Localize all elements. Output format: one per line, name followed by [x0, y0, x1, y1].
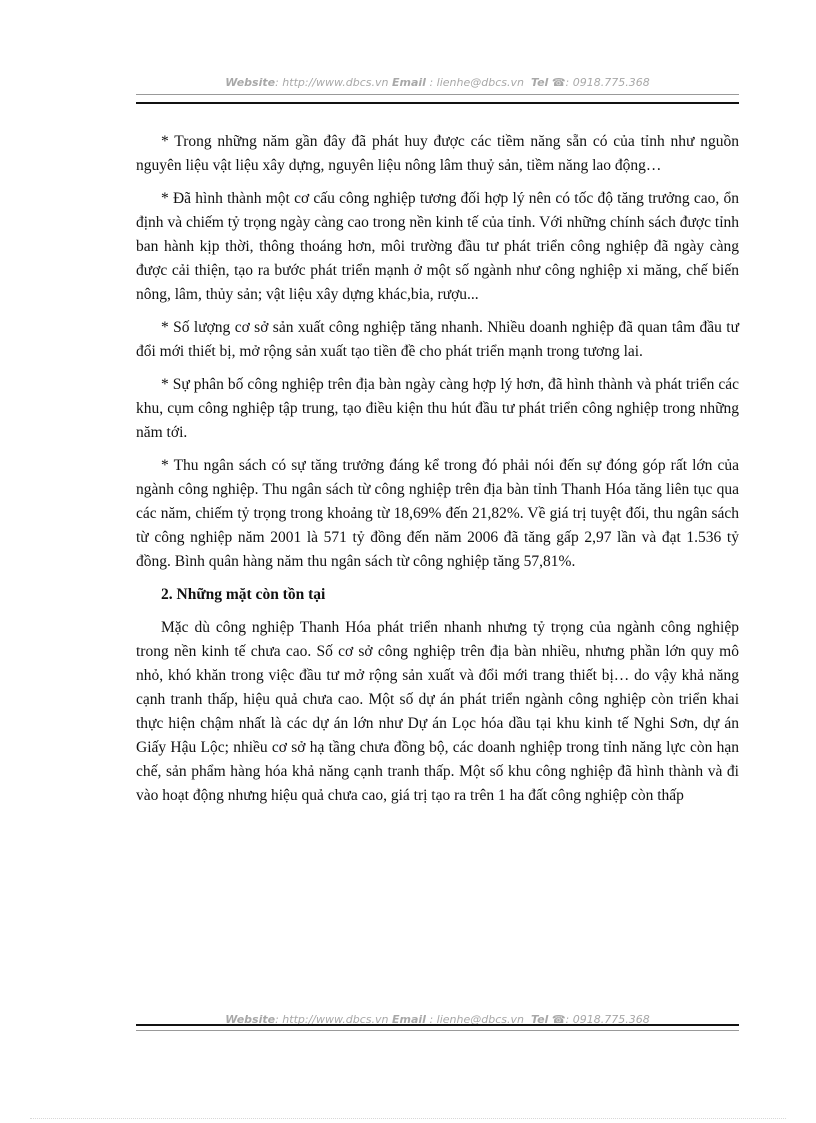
footer-website-url[interactable]: : http://www.dbcs.vn: [275, 1013, 389, 1026]
footer-email-label: Email: [392, 1013, 426, 1026]
paragraph: * Trong những năm gần đây đã phát huy được các tiềm năng sẵn có của tỉnh như nguồn nguyên liệu vật liệu xây dựng, nguyên liệu nông lâm thuỷ sản, tiềm năng lao động…: [136, 133, 739, 174]
footer-website-label: Website: [225, 1013, 276, 1026]
phone-icon: ☎: [551, 76, 566, 89]
header-tel-label: Tel: [530, 76, 549, 89]
footer-tel-label: Tel: [530, 1013, 549, 1026]
header-website-url[interactable]: : http://www.dbcs.vn: [275, 76, 389, 89]
footer-tel-value: : 0918.775.368: [565, 1013, 650, 1026]
footer-rule-thick: [136, 1024, 739, 1026]
header-tel-value: : 0918.775.368: [565, 76, 650, 89]
section-heading: 2. Những mặt còn tồn tại: [161, 586, 326, 603]
paragraph: Mặc dù công nghiệp Thanh Hóa phát triển nhanh nhưng tỷ trọng của ngành công nghiệp trong nền kinh tế chưa cao. Số cơ sở công nghiệp trên địa bàn nhiều, nhưng phần lớn quy mô nhỏ, khó khăn trong việc đầu tư mở rộng sản xuất và đổi mới trang thiết bị… do vậy khả năng cạnh tranh thấp, hiệu quả chưa cao. Một số dự án phát triển ngành công nghiệp còn triển khai thực hiện chậm nhất là các dự án lớn như Dự án Lọc hóa dầu tại khu kinh tế Nghi Sơn, dự án Giấy Hậu Lộc; nhiều cơ sở hạ tầng chưa đồng bộ, các doanh nghiệp trong tỉnh năng lực còn hạn chế, sản phẩm hàng hóa khả năng cạnh tranh thấp. Một số khu công nghiệp đã hình thành và đi vào hoạt động nhưng hiệu quả chưa cao, giá trị tạo ra trên 1 ha đất công nghiệp còn thấp: [136, 619, 739, 804]
footer-email-value[interactable]: : lienhe@dbcs.vn: [429, 1013, 524, 1026]
header-email-label: Email: [392, 76, 426, 89]
header-rule-thin: [136, 94, 739, 95]
header-rule-thick: [136, 102, 739, 104]
footer-rule-thin: [136, 1030, 739, 1031]
paragraph: * Đã hình thành một cơ cấu công nghiệp tương đối hợp lý nên có tốc độ tăng trưởng cao, ổn định và chiếm tỷ trọng ngày càng cao trong nền kinh tế của tỉnh. Với những chính sách được tỉnh ban hành kịp thời, thông thoáng hơn, môi trường đầu tư phát triển công nghiệp đã ngày càng được cải thiện, tạo ra bước phát triển mạnh ở một số ngành như công nghiệp xi măng, chế biến nông, lâm, thủy sản; vật liệu xây dựng khác,bia, rượu...: [136, 190, 739, 303]
phone-icon: ☎: [551, 1013, 566, 1026]
header-website-label: Website: [225, 76, 276, 89]
paragraph: * Sự phân bố công nghiệp trên địa bàn ngày càng hợp lý hơn, đã hình thành và phát triển các khu, cụm công nghiệp tập trung, tạo điều kiện thu hút đầu tư phát triển công nghiệp trong những năm tới.: [136, 376, 739, 441]
paragraph: * Số lượng cơ sở sản xuất công nghiệp tăng nhanh. Nhiều doanh nghiệp đã quan tâm đầu tư đổi mới thiết bị, mở rộng sản xuất tạo tiền đề cho phát triển mạnh trong tương lai.: [136, 319, 739, 360]
header-email-value[interactable]: : lienhe@dbcs.vn: [429, 76, 524, 89]
paragraph: * Thu ngân sách có sự tăng trưởng đáng kể trong đó phải nói đến sự đóng góp rất lớn của ngành công nghiệp. Thu ngân sách từ công nghiệp trên địa bàn tỉnh Thanh Hóa tăng liên tục qua các năm, chiếm tỷ trọng trong khoảng từ 18,69% đến 21,82%. Về giá trị tuyệt đối, thu ngân sách từ công nghiệp năm 2001 là 571 tỷ đồng đến năm 2006 đã tăng gấp 2,97 lần và đạt 1.536 tỷ đồng. Bình quân hàng năm thu ngân sách từ công nghiệp tăng 57,81%.: [136, 457, 739, 570]
document-body: [136, 130, 739, 817]
page-edge-dotted-line: [30, 1118, 786, 1119]
page-header: [136, 76, 739, 92]
